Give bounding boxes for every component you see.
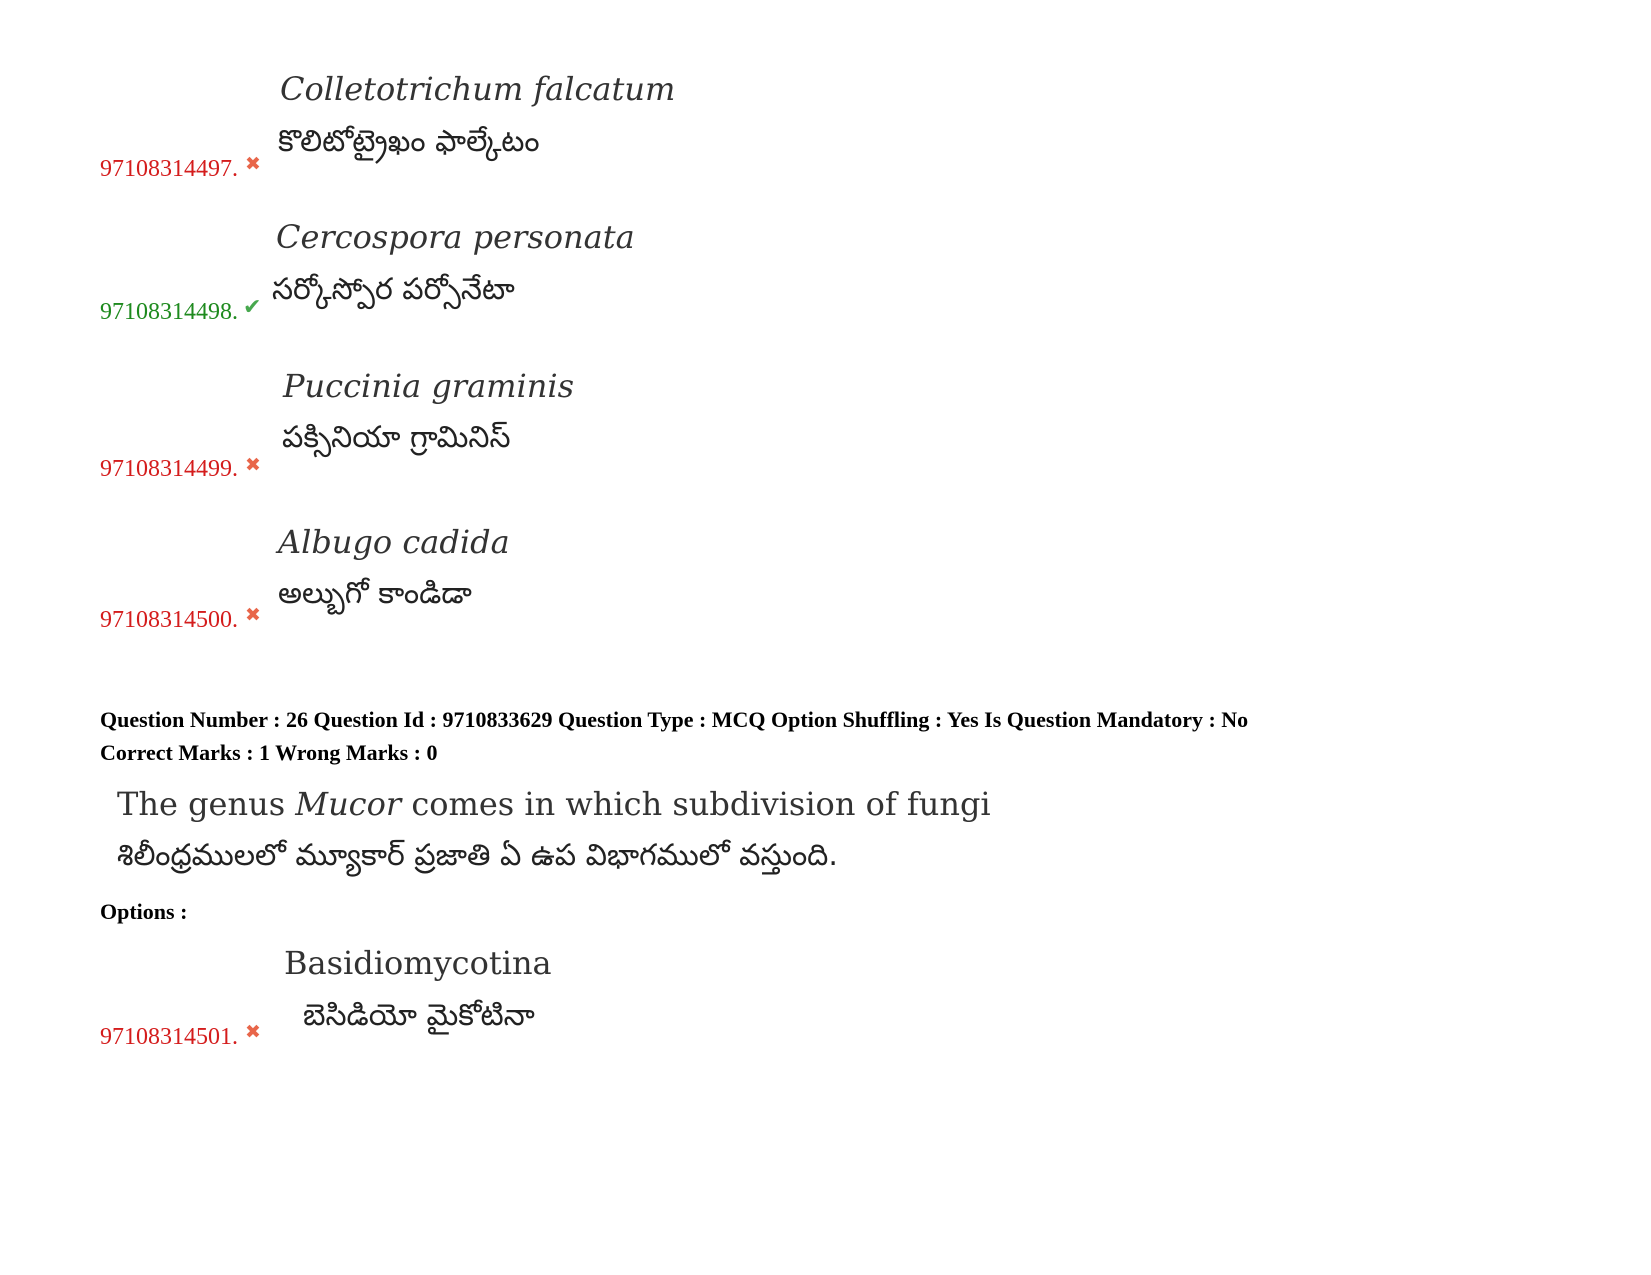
question-text-genus: Mucor <box>295 785 402 823</box>
option-4-english: Albugo cadida <box>278 523 510 561</box>
cross-icon: ✖ <box>245 454 261 476</box>
option-2-english: Cercospora personata <box>276 218 635 256</box>
question-text-english <box>117 785 991 823</box>
options-label: Options : <box>100 899 188 924</box>
option-5-id: 97108314501. <box>100 1024 238 1050</box>
option-5-telugu: బెసిడియో మైకోటినా <box>303 998 535 1033</box>
option-5-english: Basidiomycotina <box>284 944 552 982</box>
question-text-prefix: The genus <box>117 785 296 823</box>
option-2-id: 97108314498. <box>100 299 238 325</box>
cross-icon: ✖ <box>245 153 261 175</box>
option-3-english: Puccinia graminis <box>283 367 575 405</box>
question-text-telugu: శిలీంధ్రములలో మ్యూకార్ ప్రజాతి ఏ ఉప విభాగములో వస్తుంది. <box>117 838 838 873</box>
option-3-telugu: పక్సినియా గ్రామినిస్ <box>282 420 511 455</box>
question-meta-line-2: Correct Marks : 1 Wrong Marks : 0 <box>100 740 438 765</box>
option-1-id: 97108314497. <box>100 156 238 182</box>
option-1-telugu: కొలిటోట్రైఖం ఫాల్కేటం <box>278 124 540 159</box>
question-text-suffix: comes in which subdivision of fungi <box>401 785 991 823</box>
check-icon: ✔ <box>243 295 262 320</box>
option-3-id: 97108314499. <box>100 456 238 482</box>
option-4-id: 97108314500. <box>100 607 238 633</box>
question-meta-line-1: Question Number : 26 Question Id : 9710833629 Question Type : MCQ Option Shuffling : Yes Is Question Mandatory : No <box>100 707 1249 732</box>
cross-icon: ✖ <box>245 604 261 626</box>
option-4-telugu: అల్బుగో కాండిడా <box>278 576 472 611</box>
option-1-english: Colletotrichum falcatum <box>280 70 676 108</box>
option-2-telugu: సర్కోస్పోర పర్సోనేటా <box>272 272 515 307</box>
cross-icon: ✖ <box>245 1021 261 1043</box>
